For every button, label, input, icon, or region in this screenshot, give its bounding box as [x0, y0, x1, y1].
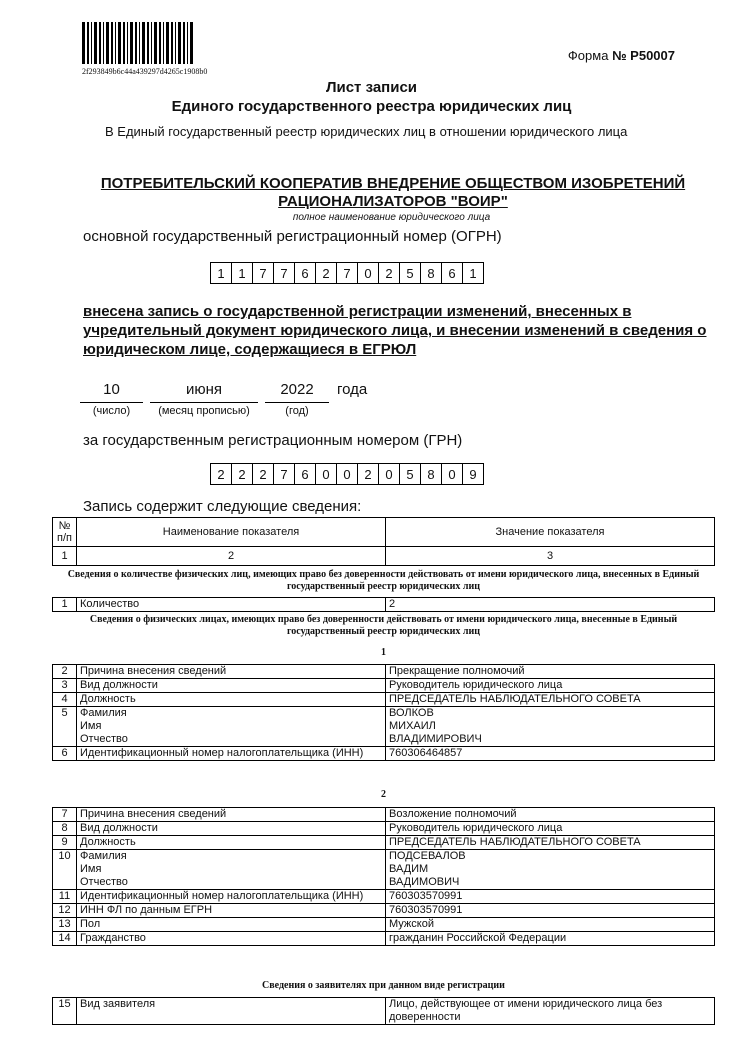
barcode-bar	[87, 22, 89, 64]
form-number-value: № Р50007	[612, 48, 675, 63]
row-value: гражданин Российской Федерации	[386, 932, 715, 946]
barcode-bar	[127, 22, 128, 64]
date-day: 10	[103, 381, 120, 398]
barcode-bar	[142, 22, 145, 64]
row-value: Руководитель юридического лица	[386, 822, 715, 836]
digit-cell: 0	[315, 463, 337, 485]
digit-cell: 6	[294, 463, 316, 485]
organization-name-caption: полное наименование юридического лица	[292, 212, 491, 223]
digit-cell: 1	[462, 262, 484, 284]
person-2-table	[52, 807, 715, 946]
row-value: Мужской	[386, 918, 715, 932]
row-value: Руководитель юридического лица	[386, 679, 715, 693]
barcode-bar	[183, 22, 185, 64]
row-value: ПРЕДСЕДАТЕЛЬ НАБЛЮДАТЕЛЬНОГО СОВЕТА	[386, 836, 715, 850]
document-title: Лист записи	[325, 79, 418, 96]
col-index-3: 3	[386, 547, 715, 566]
digit-cell: 9	[462, 463, 484, 485]
person-1-number: 1	[381, 647, 386, 658]
table-index-row	[53, 547, 715, 566]
barcode-bar	[118, 22, 121, 64]
table-row	[53, 904, 715, 918]
digit-cell: 1	[210, 262, 232, 284]
record-text: внесена запись о государственной регистрации изменений, внесенных в учредительный документ юридического лица, и внесении изменений в сведения о юридическом лице, содержащиеся в ЕГРЮЛ	[83, 303, 707, 358]
col-index-2: 2	[77, 547, 386, 566]
digit-cell: 1	[231, 262, 253, 284]
digit-cell: 8	[420, 463, 442, 485]
row-number: 14	[53, 932, 77, 946]
date-month: июня	[185, 381, 223, 398]
row-value: Прекращение полномочий	[386, 665, 715, 679]
row-value: 760303570991	[386, 890, 715, 904]
row-value: 760306464857	[386, 747, 715, 761]
table-row	[53, 679, 715, 693]
barcode-bar	[166, 22, 169, 64]
barcode-bar	[163, 22, 164, 64]
barcode-bar	[159, 22, 161, 64]
digit-cell: 8	[420, 262, 442, 284]
row-name: Фамилия Имя Отчество	[77, 707, 386, 747]
row-value: Лицо, действующее от имени юридического лица без доверенности	[386, 998, 715, 1025]
row-name: Фамилия Имя Отчество	[77, 850, 386, 890]
table-row	[53, 850, 715, 890]
grn-digits	[210, 463, 483, 485]
row-number: 8	[53, 822, 77, 836]
row-value: 760303570991	[386, 904, 715, 918]
row-number: 15	[53, 998, 77, 1025]
table-row	[53, 822, 715, 836]
digit-cell: 2	[378, 262, 400, 284]
digit-cell: 6	[294, 262, 316, 284]
document-hash: 2f293849b6c44a439297d4265c1908b0	[82, 67, 208, 76]
row-name: Идентификационный номер налогоплательщика (ИНН)	[77, 747, 386, 761]
date-month-line	[150, 402, 258, 403]
row-name: Вид должности	[77, 679, 386, 693]
section-count-title: Сведения о количестве физических лиц, имеющих право без доверенности действовать от имени юридического лица, внесенных в Единый государственный реестр юридических лиц	[67, 569, 700, 592]
barcode-bar	[187, 22, 188, 64]
row-name: Гражданство	[77, 932, 386, 946]
count-table	[52, 597, 715, 612]
barcode-bar	[103, 22, 104, 64]
barcode-bar	[106, 22, 109, 64]
digit-cell: 7	[252, 262, 274, 284]
person-2-number: 2	[381, 789, 386, 800]
date-year: 2022	[280, 381, 314, 398]
col-value-header: Значение показателя	[386, 518, 715, 547]
row-name: Пол	[77, 918, 386, 932]
row-name: Должность	[77, 693, 386, 707]
digit-cell: 7	[273, 262, 295, 284]
person-1-table	[52, 664, 715, 761]
digit-cell: 5	[399, 463, 421, 485]
row-number: 9	[53, 836, 77, 850]
digit-cell: 2	[252, 463, 274, 485]
table-row	[53, 918, 715, 932]
barcode-bar	[99, 22, 101, 64]
row-name: Причина внесения сведений	[77, 665, 386, 679]
row-number: 11	[53, 890, 77, 904]
barcode-bar	[82, 22, 85, 64]
row-value: ПОДСЕВАЛОВ ВАДИМ ВАДИМОВИЧ	[386, 850, 715, 890]
date-suffix: года	[337, 381, 368, 398]
form-number	[568, 48, 675, 63]
barcode-bar	[178, 22, 181, 64]
date-month-caption: (месяц прописью)	[158, 405, 250, 417]
table-row	[53, 932, 715, 946]
digit-cell: 2	[357, 463, 379, 485]
section-applicants-title: Сведения о заявителях при данном виде регистрации	[262, 980, 505, 991]
barcode-bar	[94, 22, 97, 64]
row-number: 2	[53, 665, 77, 679]
barcode-bar	[135, 22, 137, 64]
digit-cell: 0	[441, 463, 463, 485]
row-name: Должность	[77, 836, 386, 850]
barcode-bar	[91, 22, 92, 64]
row-name: Идентификационный номер налогоплательщика (ИНН)	[77, 890, 386, 904]
barcode-bar	[111, 22, 113, 64]
col-name-header: Наименование показателя	[77, 518, 386, 547]
col-index-1: 1	[53, 547, 77, 566]
barcode-bar	[123, 22, 125, 64]
barcode-bar	[115, 22, 116, 64]
barcode-bar	[175, 22, 176, 64]
row-value: Возложение полномочий	[386, 808, 715, 822]
row-name: Вид заявителя	[77, 998, 386, 1025]
digit-cell: 7	[336, 262, 358, 284]
barcode-bar	[139, 22, 140, 64]
table-row	[53, 693, 715, 707]
section-persons-title: Сведения о физических лицах, имеющих право без доверенности действовать от имени юридического лица, внесенные в Единый государственный реестр юридических лиц	[89, 614, 678, 637]
contains-heading: Запись содержит следующие сведения:	[83, 498, 362, 515]
row-number: 7	[53, 808, 77, 822]
row-value: ВОЛКОВ МИХАИЛ ВЛАДИМИРОВИЧ	[386, 707, 715, 747]
digit-cell: 0	[357, 262, 379, 284]
date-year-line	[265, 402, 329, 403]
table-row	[53, 747, 715, 761]
table-header-row	[53, 518, 715, 547]
organization-name: ПОТРЕБИТЕЛЬСКИЙ КООПЕРАТИВ ВНЕДРЕНИЕ ОБЩЕСТВОМ ИЗОБРЕТЕНИЙ РАЦИОНАЛИЗАТОРОВ "ВОИР"	[100, 175, 686, 210]
barcode-image	[82, 22, 194, 64]
row-number: 6	[53, 747, 77, 761]
applicants-table	[52, 997, 715, 1025]
row-number: 12	[53, 904, 77, 918]
digit-cell: 0	[336, 463, 358, 485]
row-number: 1	[53, 598, 77, 612]
ogrn-digits	[210, 262, 483, 284]
row-number: 5	[53, 707, 77, 747]
barcode-bar	[190, 22, 193, 64]
table-row	[53, 665, 715, 679]
barcode-bar	[151, 22, 152, 64]
document-subtitle: Единого государственного реестра юридических лиц	[171, 98, 572, 115]
barcode-bar	[130, 22, 133, 64]
table-row	[53, 998, 715, 1025]
digit-cell: 0	[378, 463, 400, 485]
table-row	[53, 707, 715, 747]
row-number: 3	[53, 679, 77, 693]
table-row	[53, 890, 715, 904]
digit-cell: 5	[399, 262, 421, 284]
row-name: ИНН ФЛ по данным ЕГРН	[77, 904, 386, 918]
date-day-line	[80, 402, 143, 403]
barcode-bar	[154, 22, 157, 64]
table-row	[53, 836, 715, 850]
table-row	[53, 598, 715, 612]
row-value: ПРЕДСЕДАТЕЛЬ НАБЛЮДАТЕЛЬНОГО СОВЕТА	[386, 693, 715, 707]
records-header-table	[52, 517, 715, 566]
record-description	[83, 302, 723, 359]
col-num-header: № п/п	[53, 518, 77, 547]
date-year-caption: (год)	[285, 405, 309, 417]
row-number: 13	[53, 918, 77, 932]
row-number: 4	[53, 693, 77, 707]
digit-cell: 2	[231, 463, 253, 485]
digit-cell: 2	[210, 463, 232, 485]
digit-cell: 7	[273, 463, 295, 485]
form-label: Форма	[567, 48, 609, 63]
row-name: Вид должности	[77, 822, 386, 836]
barcode-bar	[171, 22, 173, 64]
row-name: Количество	[77, 598, 386, 612]
ogrn-label: основной государственный регистрационный номер (ОГРН)	[83, 228, 502, 245]
barcode-bar	[147, 22, 149, 64]
digit-cell: 6	[441, 262, 463, 284]
intro-text: В Единый государственный реестр юридических лиц в отношении юридического лица	[105, 124, 628, 139]
date-day-caption: (число)	[92, 405, 131, 417]
table-row	[53, 808, 715, 822]
row-value: 2	[386, 598, 715, 612]
row-name: Причина внесения сведений	[77, 808, 386, 822]
digit-cell: 2	[315, 262, 337, 284]
row-number: 10	[53, 850, 77, 890]
grn-label: за государственным регистрационным номером (ГРН)	[83, 432, 463, 449]
